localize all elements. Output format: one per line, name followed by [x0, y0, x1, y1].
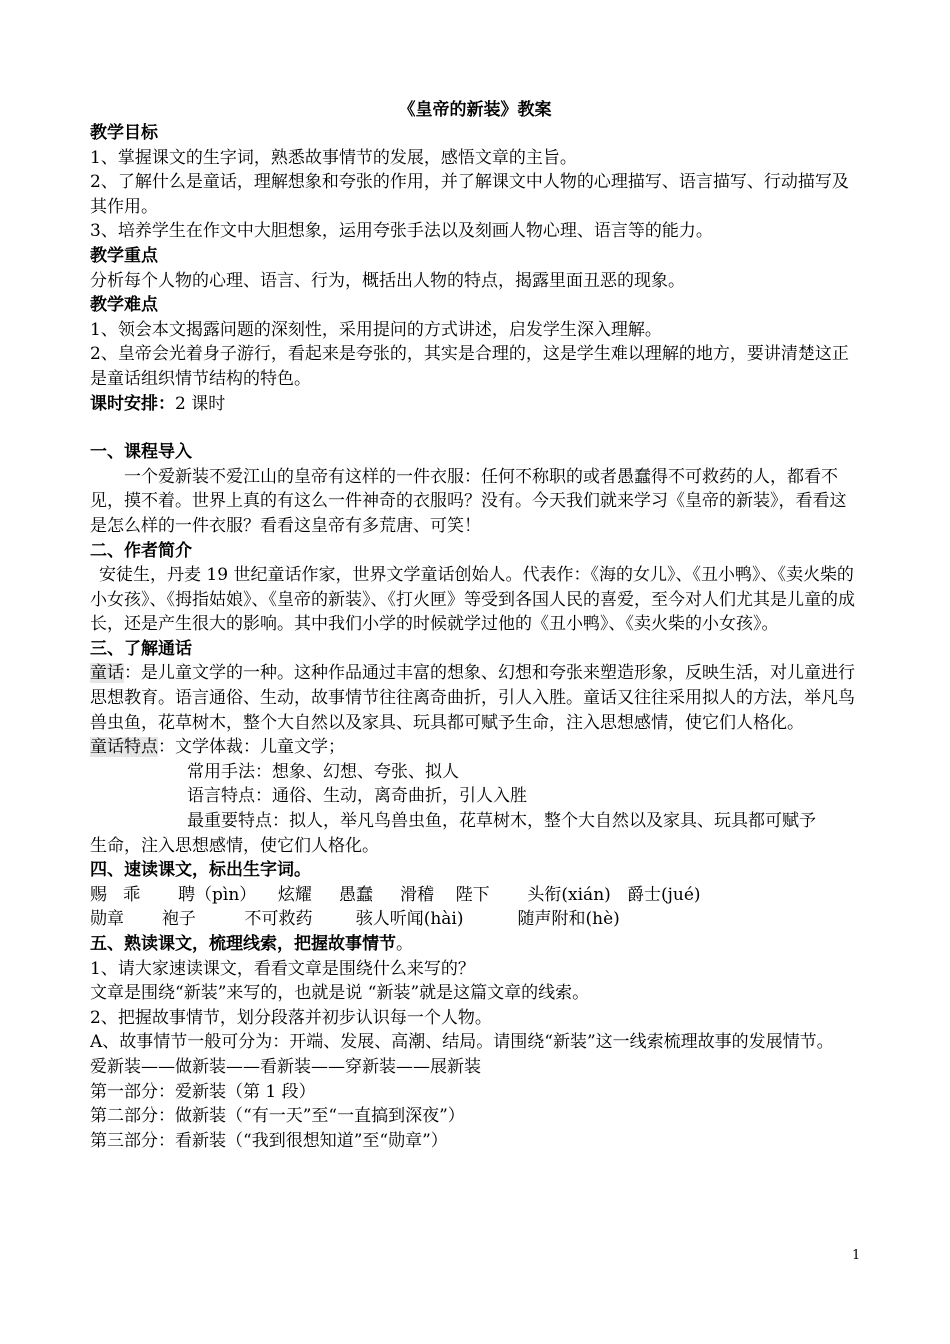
- key-points-text: 分析每个人物的心理、语言、行为，概括出人物的特点，揭露里面丑恶的现象。: [90, 270, 685, 291]
- goal-item: 2、了解什么是童话，理解想象和夸张的作用，并了解课文中人物的心理描写、语言描写、行动描写及其作用。: [90, 172, 849, 217]
- page-number: 1: [852, 1248, 861, 1263]
- vocab-line: 勋章 袍子 不可救药 骇人听闻(hài) 随声附和(hè): [90, 909, 620, 930]
- section2-heading: 二、作者简介: [90, 540, 192, 561]
- feature-line: 语言特点：通俗、生动，离奇曲折，引人入胜: [187, 786, 527, 807]
- section5-line: 文章是围绕“新装”来写的，也就是说 “新装”就是这篇文章的线索。: [90, 983, 590, 1004]
- section5-line: 1、请大家速读课文，看看文章是围绕什么来写的？: [90, 958, 475, 979]
- goal-item: 3、培养学生在作文中大胆想象，运用夸张手法以及刻画人物心理、语言等的能力。: [90, 221, 713, 242]
- section5-line: 第二部分：做新装（“有一天”至“一直搞到深夜”）: [90, 1106, 465, 1127]
- section5-line: 爱新装——做新装——看新装——穿新装——展新装: [90, 1056, 481, 1077]
- feature-line-cont: 生命，注入思想感情，使它们人格化。: [90, 835, 379, 856]
- difficulties-heading: 教学难点: [90, 295, 158, 316]
- goals-heading: 教学目标: [90, 123, 158, 143]
- schedule-label: 课时安排：: [90, 393, 175, 414]
- section3-heading: 三、了解通话: [90, 638, 192, 659]
- section2-text: 安徒生，丹麦 19 世纪童话作家，世界文学童话创始人。代表作：《海的女儿》、《丑小鸭》、《卖火柴的小女孩》、《拇指姑娘》、《皇帝的新装》、《打火匣》等受到各国人民的喜爱，至今对人们尤其是儿童的成长，还是产生很大的影响。其中我们小学的时候就学过他的《丑小鸭》、《卖火柴的小女孩》。: [90, 565, 855, 635]
- spacer: [90, 416, 862, 440]
- section4-heading: 四、速读课文，标出生字词。: [90, 860, 311, 881]
- section5-line: A、故事情节一般可分为：开端、发展、高潮、结局。请围绕“新装”这一线索梳理故事的发展情节。: [90, 1032, 834, 1053]
- feature-line: 最重要特点：拟人，举凡鸟兽虫鱼，花草树木，整个大自然以及家具、玩具都可赋予: [187, 811, 816, 832]
- definition-term: 童话: [90, 663, 124, 684]
- schedule-value: 2 课时: [175, 393, 226, 414]
- document-body: [90, 121, 862, 1153]
- key-points-heading: 教学重点: [90, 245, 158, 266]
- vocab-line: 赐 乖 聘（pìn） 炫耀 愚蠢 滑稽 陛下 头衔(xián) 爵士(jué): [90, 884, 701, 905]
- fairy-tale-features: [90, 735, 862, 760]
- section5-heading-line: [90, 932, 862, 957]
- goal-item: 1、掌握课文的生字词，熟悉故事情节的发展，感悟文章的主旨。: [90, 147, 577, 168]
- feature-first: ：文学体裁：儿童文学；: [158, 737, 345, 758]
- section1-heading: 一、课程导入: [90, 442, 192, 463]
- section5-line: 第三部分：看新装（“我到很想知道”至“勋章”）: [90, 1130, 448, 1151]
- section1-text: 一个爱新装不爱江山的皇帝有这样的一件衣服：任何不称职的或者愚蠢得不可救药的人，都看不见，摸不着。世界上真的有这么一件神奇的衣服吗？没有。今天我们就来学习《皇帝的新装》，看看这是怎么样的一件衣服？看看这皇帝有多荒唐、可笑！: [90, 466, 847, 536]
- definition-text: ：是儿童文学的一种。这种作品通过丰富的想象、幻想和夸张来塑造形象，反映生活，对儿童进行思想教育。语言通俗、生动，故事情节往往离奇曲折，引人入胜。童话又往往采用拟人的方法，举凡鸟兽虫鱼，花草树木，整个大自然以及家具、玩具都可赋予生命，注入思想感情，使它们人格化。: [90, 663, 855, 733]
- features-term: 童话特点: [90, 737, 158, 758]
- section5-line: 2、把握故事情节，划分段落并初步认识每一个人物。: [90, 1007, 492, 1028]
- section5-heading: 五、熟读课文，梳理线索，把握故事情节: [90, 934, 396, 954]
- fairy-tale-definition: [90, 661, 862, 735]
- schedule-line: [90, 392, 862, 417]
- section5-heading-tail: 。: [396, 934, 413, 954]
- section5-line: 第一部分：爱新装（第 1 段）: [90, 1081, 316, 1102]
- feature-line: 常用手法：想象、幻想、夸张、拟人: [187, 761, 459, 782]
- difficulty-item: 2、皇帝会光着身子游行，看起来是夸张的，其实是合理的，这是学生难以理解的地方，要讲清楚这正是童话组织情节结构的特色。: [90, 344, 849, 389]
- document-title: 《皇帝的新装》教案: [398, 100, 552, 120]
- difficulty-item: 1、领会本文揭露问题的深刻性，采用提问的方式讲述，启发学生深入理解。: [90, 319, 662, 340]
